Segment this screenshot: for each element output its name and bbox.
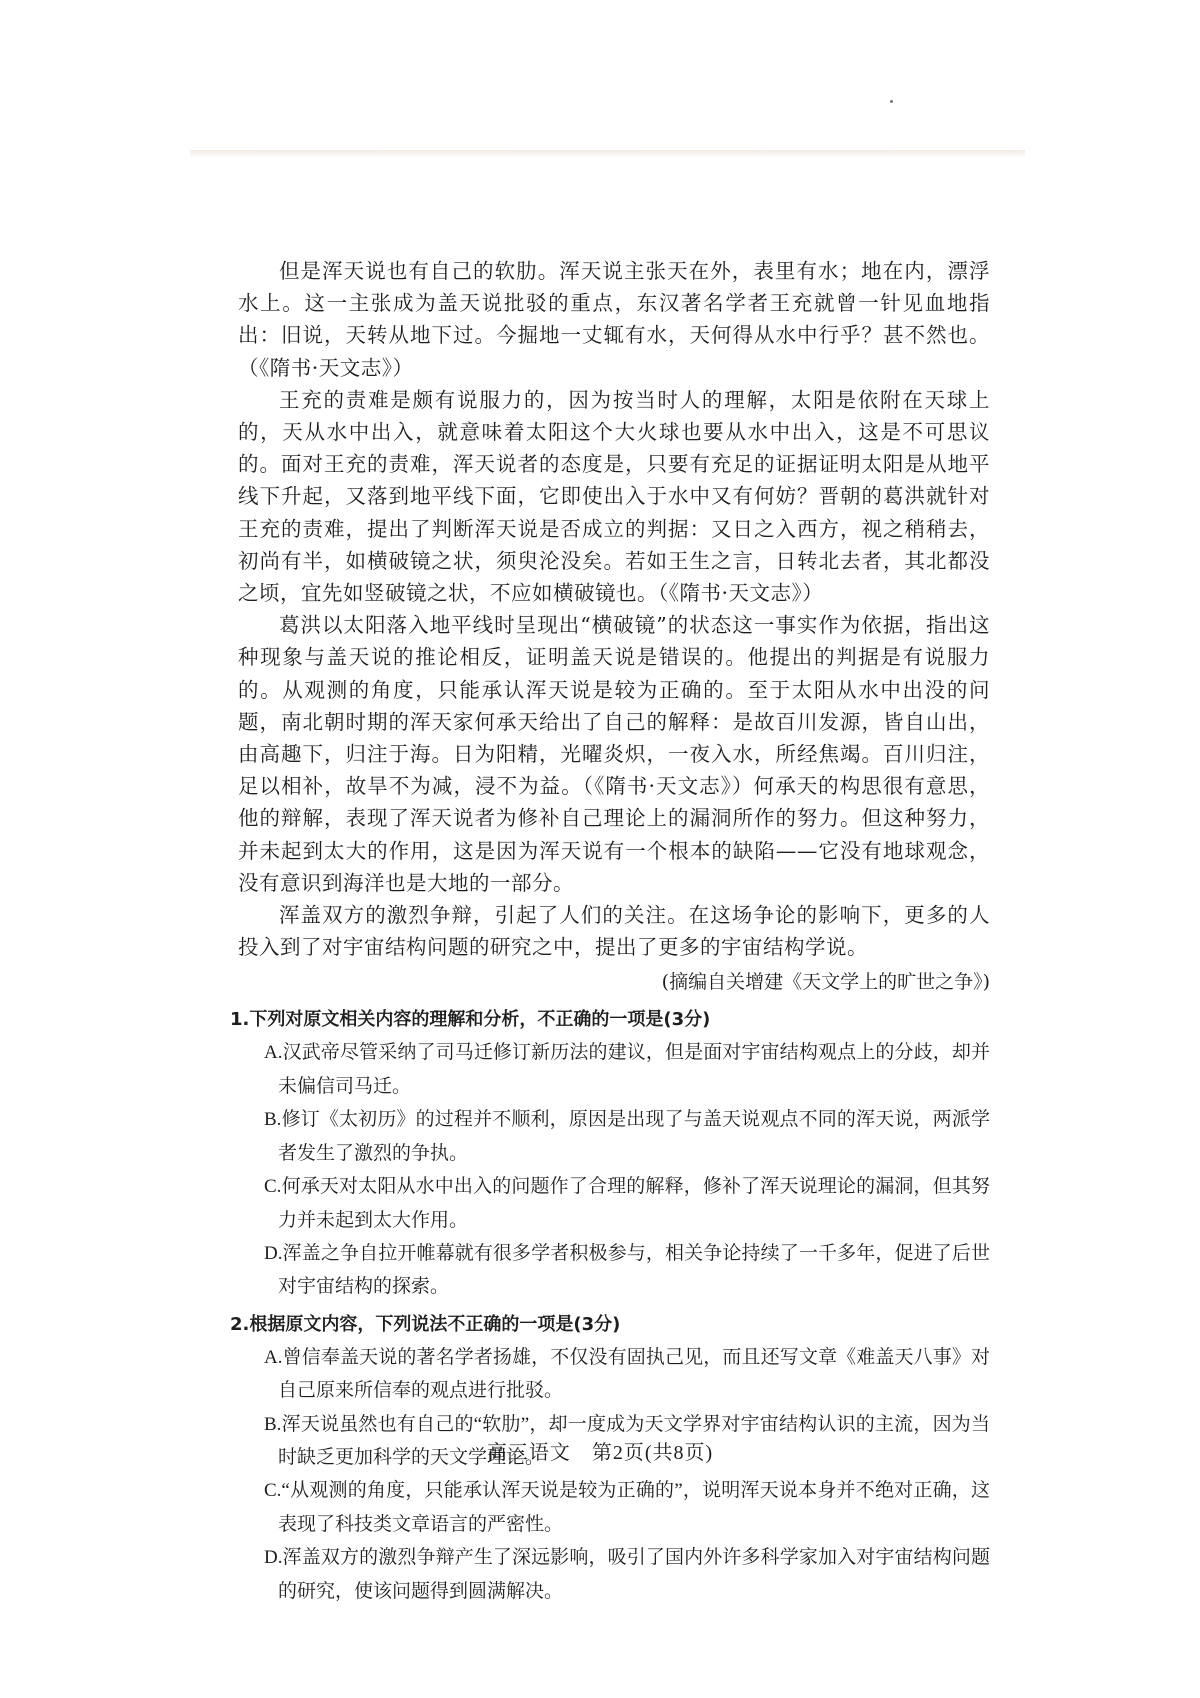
question-1-stem: 1.下列对原文相关内容的理解和分析，不正确的一项是(3分) (230, 1009, 711, 1031)
passage-paragraph-1: 但是浑天说也有自己的软肋。浑天说主张天在外，表里有水；地在内，漂浮水上。这一主张成为盖天说批驳的重点，东汉著名学者王充就曾一针见血地指出：旧说，天转从地下过。今掘地一丈辄有水，天何得从水中行乎？甚不然也。（《隋书·天文志》） (238, 259, 990, 380)
question-1-option-c: C.何承天对太阳从水中出入的问题作了合理的解释，修补了浑天说理论的漏洞，但其努力并未起到太大作用。 (264, 1176, 990, 1231)
question-1-option-d: D.浑盖之争自拉开帷幕就有很多学者积极参与，相关争论持续了一千多年，促进了后世对宇宙结构的探索。 (264, 1242, 990, 1298)
passage-paragraph-3: 葛洪以太阳落入地平线时呈现出“横破镜”的状态这一事实作为依据，指出这种现象与盖天说的推论相反，证明盖天说是错误的。他提出的判据是有说服力的。从观测的角度，只能承认浑天说是较为正确的。至于太阳从水中出没的问题，南北朝时期的浑天家何承天给出了自己的解释：是故百川发源，皆自山出，由高趣下，归注于海。日为阳精，光曜炎炽，一夜入水，所经焦竭。百川归注，足以相补，故旱不为减，浸不为益。（《隋书·天文志》）何承天的构思很有意思，他的辩解，表现了浑天说者为修补自己理论上的漏洞所作的努力。但这种努力，并未起到太大的作用，这是因为浑天说有一个根本的缺陷——它没有地球观念，没有意识到海洋也是大地的一部分。 (238, 613, 990, 895)
scan-edge-band (190, 150, 1025, 158)
passage-source: (摘编自关增建《天文学上的旷世之争》) (661, 971, 990, 994)
question-2-stem: 2.根据原文内容，下列说法不正确的一项是(3分) (230, 1313, 621, 1335)
page-footer: 高三语文 第2页(共8页) (486, 1442, 714, 1464)
question-2-option-d: D.浑盖双方的激烈争辩产生了深远影响，吸引了国内外许多科学家加入对宇宙结构问题的研究，使该问题得到圆满解决。 (264, 1547, 990, 1602)
question-1-option-a: A.汉武帝尽管采纳了司马迁修订新历法的建议，但是面对宇宙结构观点上的分歧，却并未偏信司马迁。 (264, 1042, 990, 1097)
question-1 (230, 1003, 990, 1303)
question-1-option-b: B.修订《太初历》的过程并不顺利，原因是出现了与盖天说观点不同的浑天说，两派学者发生了激烈的争执。 (264, 1109, 990, 1164)
exam-page-content (230, 255, 990, 1608)
question-2-option-c: C.“从观测的角度，只能承认浑天说是较为正确的”，说明浑天说本身并不绝对正确，这表现了科技类文章语言的严密性。 (264, 1480, 990, 1535)
passage-paragraph-2: 王充的责难是颇有说服力的，因为按当时人的理解，太阳是依附在天球上的，天从水中出入，就意味着太阳这个大火球也要从水中出入，这是不可思议的。面对王充的责难，浑天说者的态度是，只要有充足的证据证明太阳是从地平线下升起，又落到地平线下面，它即使出入于水中又有何妨？晋朝的葛洪就针对王充的责难，提出了判断浑天说是否成立的判据：又日之入西方，视之稍稍去，初尚有半，如横破镜之状，须臾沦没矣。若如王生之言，日转北去者，其北都没之顷，宜先如竖破镜之状，不应如横破镜也。（《隋书·天文志》） (238, 387, 990, 606)
question-2-option-a: A.曾信奉盖天说的著名学者扬雄，不仅没有固执己见，而且还写文章《难盖天八事》对自己原来所信奉的观点进行批驳。 (264, 1346, 990, 1402)
passage-paragraph-4: 浑盖双方的激烈争辩，引起了人们的关注。在这场争论的影响下，更多的人投入到了对宇宙结构问题的研究之中，提出了更多的宇宙结构学说。 (238, 903, 990, 960)
scan-speck (890, 100, 893, 103)
question-2-option-b: B.浑天说虽然也有自己的“软肋”，却一度成为天文学界对宇宙结构认识的主流，因为当时缺乏更加科学的天文学理论。 (264, 1413, 990, 1468)
